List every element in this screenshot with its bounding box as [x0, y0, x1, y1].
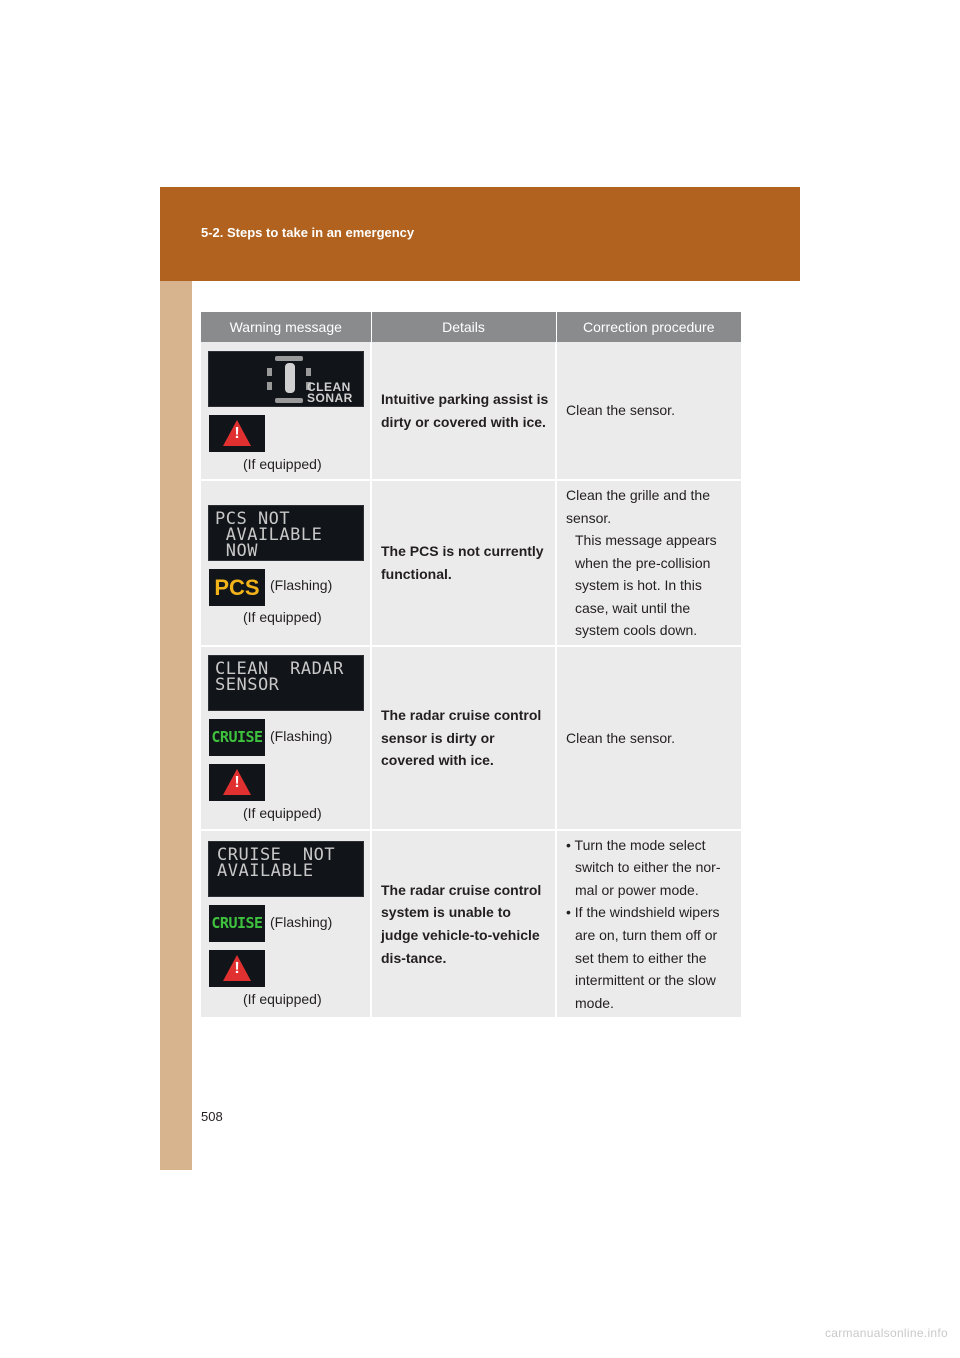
correction-text: Clean the grille and the sensor.	[566, 486, 710, 526]
table-header-row	[201, 312, 741, 342]
side-tab-bar	[160, 281, 192, 1170]
details-cell: The PCS is not currently functional.	[371, 480, 556, 646]
warning-message-cell	[201, 342, 371, 480]
table-row	[201, 480, 741, 646]
flashing-label: (Flashing)	[270, 577, 333, 593]
warning-message-cell	[201, 646, 371, 830]
details-cell: Intuitive parking assist is dirty or covered with ice.	[371, 342, 556, 480]
cruise-indicator-text: CRUISE	[211, 728, 263, 746]
cruise-indicator-icon	[209, 719, 265, 756]
correction-cell	[556, 480, 741, 646]
warning-triangle-icon: !	[209, 764, 265, 801]
correction-cell: Clean the sensor.	[556, 342, 741, 480]
correction-bullet: • Turn the mode select switch to either the nor-mal or power mode.	[566, 836, 721, 898]
column-header-correction: Correction procedure	[556, 312, 741, 342]
flashing-label: (Flashing)	[270, 914, 333, 930]
if-equipped-label: (If equipped)	[243, 991, 322, 1007]
column-header-warning: Warning message	[201, 312, 371, 342]
flashing-label: (Flashing)	[270, 728, 333, 744]
pcs-indicator-icon	[209, 569, 265, 606]
column-header-details: Details	[371, 312, 556, 342]
display-text: CRUISE NOT AVAILABLE	[217, 845, 336, 881]
display-line-sonar: SONAR	[307, 391, 353, 405]
warning-message-cell	[201, 830, 371, 1018]
pcs-not-available-display	[208, 505, 364, 561]
cruise-not-available-display	[208, 841, 364, 897]
warning-triangle-icon: !	[209, 950, 265, 987]
warning-message-cell	[201, 480, 371, 646]
table-row	[201, 342, 741, 480]
correction-cell: Clean the sensor.	[556, 646, 741, 830]
page-number: 508	[201, 1109, 223, 1124]
if-equipped-label: (If equipped)	[243, 456, 322, 472]
if-equipped-label: (If equipped)	[243, 805, 322, 821]
display-text: CLEAN RADAR SENSOR	[215, 659, 344, 695]
section-title: 5-2. Steps to take in an emergency	[201, 225, 415, 240]
pcs-indicator-text: PCS	[214, 575, 260, 600]
correction-bullet: • If the windshield wipers are on, turn them off or set them to either the intermittent or the slow mode.	[566, 904, 720, 1011]
table-row	[201, 646, 741, 830]
display-text: PCS NOT AVAILABLE NOW	[215, 509, 323, 561]
warning-message-table	[201, 312, 741, 1019]
display-line-clean: CLEAN	[307, 380, 351, 394]
footer-watermark: carmanualsonline.info	[824, 1326, 948, 1340]
correction-note: This message appears when the pre-collision system is hot. In this case, wait until the system cools down.	[575, 532, 717, 639]
table-row	[201, 830, 741, 1018]
if-equipped-label: (If equipped)	[243, 609, 322, 625]
cruise-indicator-text: CRUISE	[211, 914, 263, 932]
clean-radar-sensor-display	[208, 655, 364, 711]
details-cell: The radar cruise control sensor is dirty or covered with ice.	[371, 646, 556, 830]
details-cell: The radar cruise control system is unable to judge vehicle-to-vehicle dis-tance.	[371, 830, 556, 1018]
cruise-indicator-icon	[209, 905, 265, 942]
warning-triangle-icon: !	[209, 415, 265, 452]
correction-cell	[556, 830, 741, 1018]
clean-sonar-display	[208, 351, 364, 407]
